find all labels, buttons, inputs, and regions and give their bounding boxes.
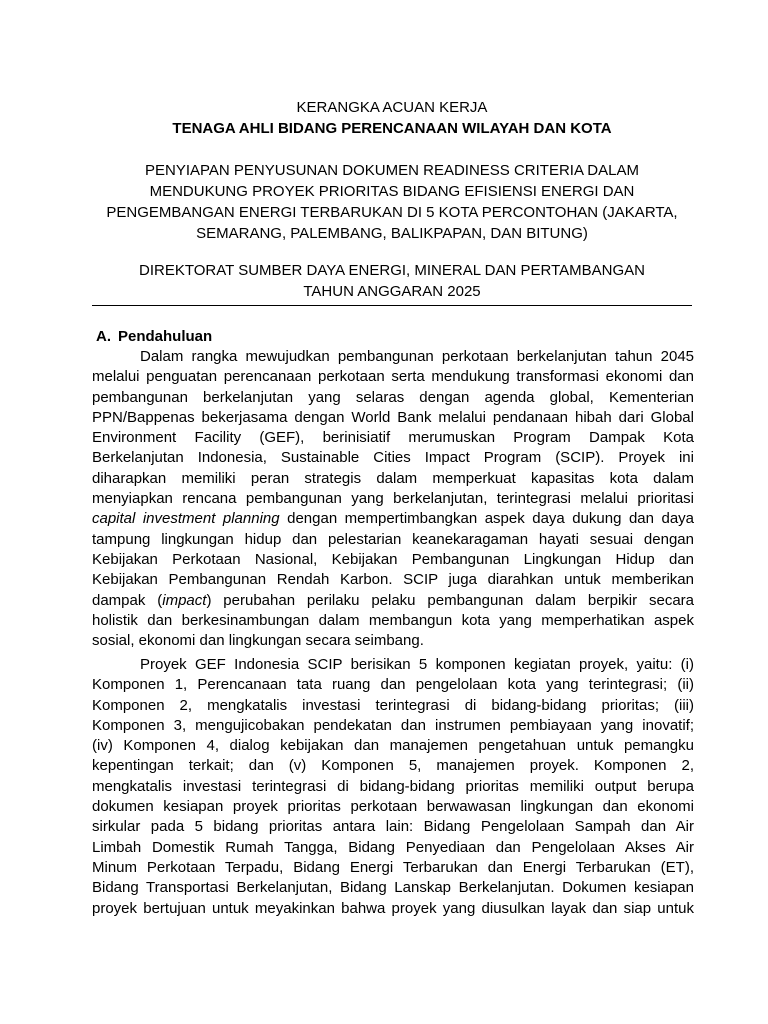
directorate-name: DIREKTORAT SUMBER DAYA ENERGI, MINERAL DAN PERTAMBANGAN — [139, 262, 645, 279]
paragraph-line: Kebijakan Perkotaan Nasional, Kebijakan Pembangunan Lingkungan Hidup dan — [92, 550, 694, 568]
paragraph-line: melalui penguatan perencanaan perkotaan serta mendukung transformasi ekonomi dan — [92, 368, 694, 386]
kak-subtitle: TENAGA AHLI BIDANG PERENCANAAN WILAYAH DAN KOTA — [172, 120, 612, 137]
document-title-line: PENYIAPAN PENYUSUNAN DOKUMEN READINESS CRITERIA DALAM — [145, 162, 639, 179]
paragraph-line: Kebijakan Pembangunan Rendah Karbon. SCIP juga diarahkan untuk memberikan — [92, 571, 694, 589]
paragraph-line: PPN/Bappenas bekerjasama dengan World Bank melalui pendanaan hibah dari Global — [92, 408, 694, 426]
paragraph-line: kepentingan terkait; dan (v) Komponen 5, manajemen proyek. Komponen 2, — [92, 757, 694, 775]
paragraph-line: holistik dan berkesinambungan dalam membangun kota yang memperhatikan aspek — [92, 611, 694, 629]
paragraph-line: proyek bertujuan untuk meyakinkan bahwa proyek yang diusulkan layak dan siap untuk — [92, 899, 694, 917]
paragraph-line: mengkatalis investasi terintegrasi di bidang-bidang prioritas memiliki output berupa — [92, 777, 694, 795]
line-text: dampak ( — [92, 591, 163, 609]
paragraph-line: menyiapkan rencana pembangunan yang berkelanjutan, terintegrasi melalui prioritasi — [92, 490, 694, 508]
paragraph-line: diharapkan memiliki peran strategis dalam memperkuat kapasitas kota dalam — [92, 469, 694, 487]
fiscal-year: TAHUN ANGGARAN 2025 — [303, 283, 481, 300]
paragraph-line: dokumen kesiapan proyek prioritas perkotaan berwawasan lingkungan dan ekonomi — [92, 798, 694, 816]
line-text: dengan mempertimbangkan aspek daya dukung dan daya — [279, 510, 695, 528]
paragraph-line: Dalam rangka mewujudkan pembangunan perkotaan berkelanjutan tahun 2045 — [140, 348, 694, 365]
paragraph-components — [92, 655, 694, 919]
kak-title: KERANGKA ACUAN KERJA — [296, 99, 488, 116]
paragraph-line — [92, 509, 694, 529]
document-title-line: MENDUKUNG PROYEK PRIORITAS BIDANG EFISIENSI ENERGI DAN — [149, 183, 635, 200]
paragraph-line: Limbah Domestik Rumah Tangga, Bidang Penyediaan dan Pengelolaan Akses Air — [92, 838, 694, 856]
section-number: A. — [96, 328, 111, 345]
paragraph-introduction — [92, 347, 694, 651]
paragraph-line: Berkelanjutan Indonesia, Sustainable Cities Impact Program (SCIP). Proyek ini — [92, 449, 694, 467]
paragraph-line: pembangunan berkelanjutan yang selaras dengan agenda global, Kementerian — [92, 388, 694, 406]
italic-term: impact — [162, 591, 207, 609]
paragraph-line: tampung lingkungan hidup dan pelestarian keanekaragaman hayati sesuai dengan — [92, 530, 694, 548]
paragraph-line: Komponen 3, mengujicobakan pendekatan dan instrumen pembiayaan yang inovatif; — [92, 716, 694, 734]
paragraph-line: Minum Perkotaan Terpadu, Bidang Energi Terbarukan dan Energi Terbarukan (ET), — [92, 858, 694, 876]
paragraph-line: Environment Facility (GEF), berinisiatif merumuskan Program Dampak Kota — [92, 429, 694, 447]
paragraph-line: sirkular pada 5 bidang prioritas antara lain: Bidang Pengelolaan Sampah dan Air — [92, 818, 694, 836]
paragraph-line: (iv) Komponen 4, dialog kebijakan dan manajemen pengetahuan untuk pemangku — [92, 737, 694, 755]
paragraph-line: Bidang Transportasi Berkelanjutan, Bidang Lanskap Berkelanjutan. Dokumen kesiapan — [92, 879, 694, 897]
paragraph-line: Proyek GEF Indonesia SCIP berisikan 5 komponen kegiatan proyek, yaitu: (i) — [140, 656, 694, 673]
paragraph-line: Komponen 2, mengkatalis investasi terintegrasi di bidang-bidang prioritas; (iii) — [92, 696, 694, 714]
paragraph-line — [92, 591, 694, 611]
line-text: ) perubahan perilaku pelaku pembangunan dalam berpikir secara — [206, 591, 695, 609]
document-title — [80, 160, 704, 244]
section-title: Pendahuluan — [118, 328, 213, 345]
document-title-line: PENGEMBANGAN ENERGI TERBARUKAN DI 5 KOTA PERCONTOHAN (JAKARTA, — [106, 204, 678, 221]
document-title-line: SEMARANG, PALEMBANG, BALIKPAPAN, DAN BITUNG) — [196, 225, 588, 242]
paragraph-line: Komponen 1, Perencanaan tata ruang dan pengelolaan kota yang terintegrasi; (ii) — [92, 676, 694, 694]
section-heading — [96, 327, 212, 347]
italic-term: capital investment planning — [92, 510, 280, 528]
paragraph-line: sosial, ekonomi dan lingkungan secara seimbang. — [92, 632, 424, 650]
header-divider — [92, 305, 692, 306]
